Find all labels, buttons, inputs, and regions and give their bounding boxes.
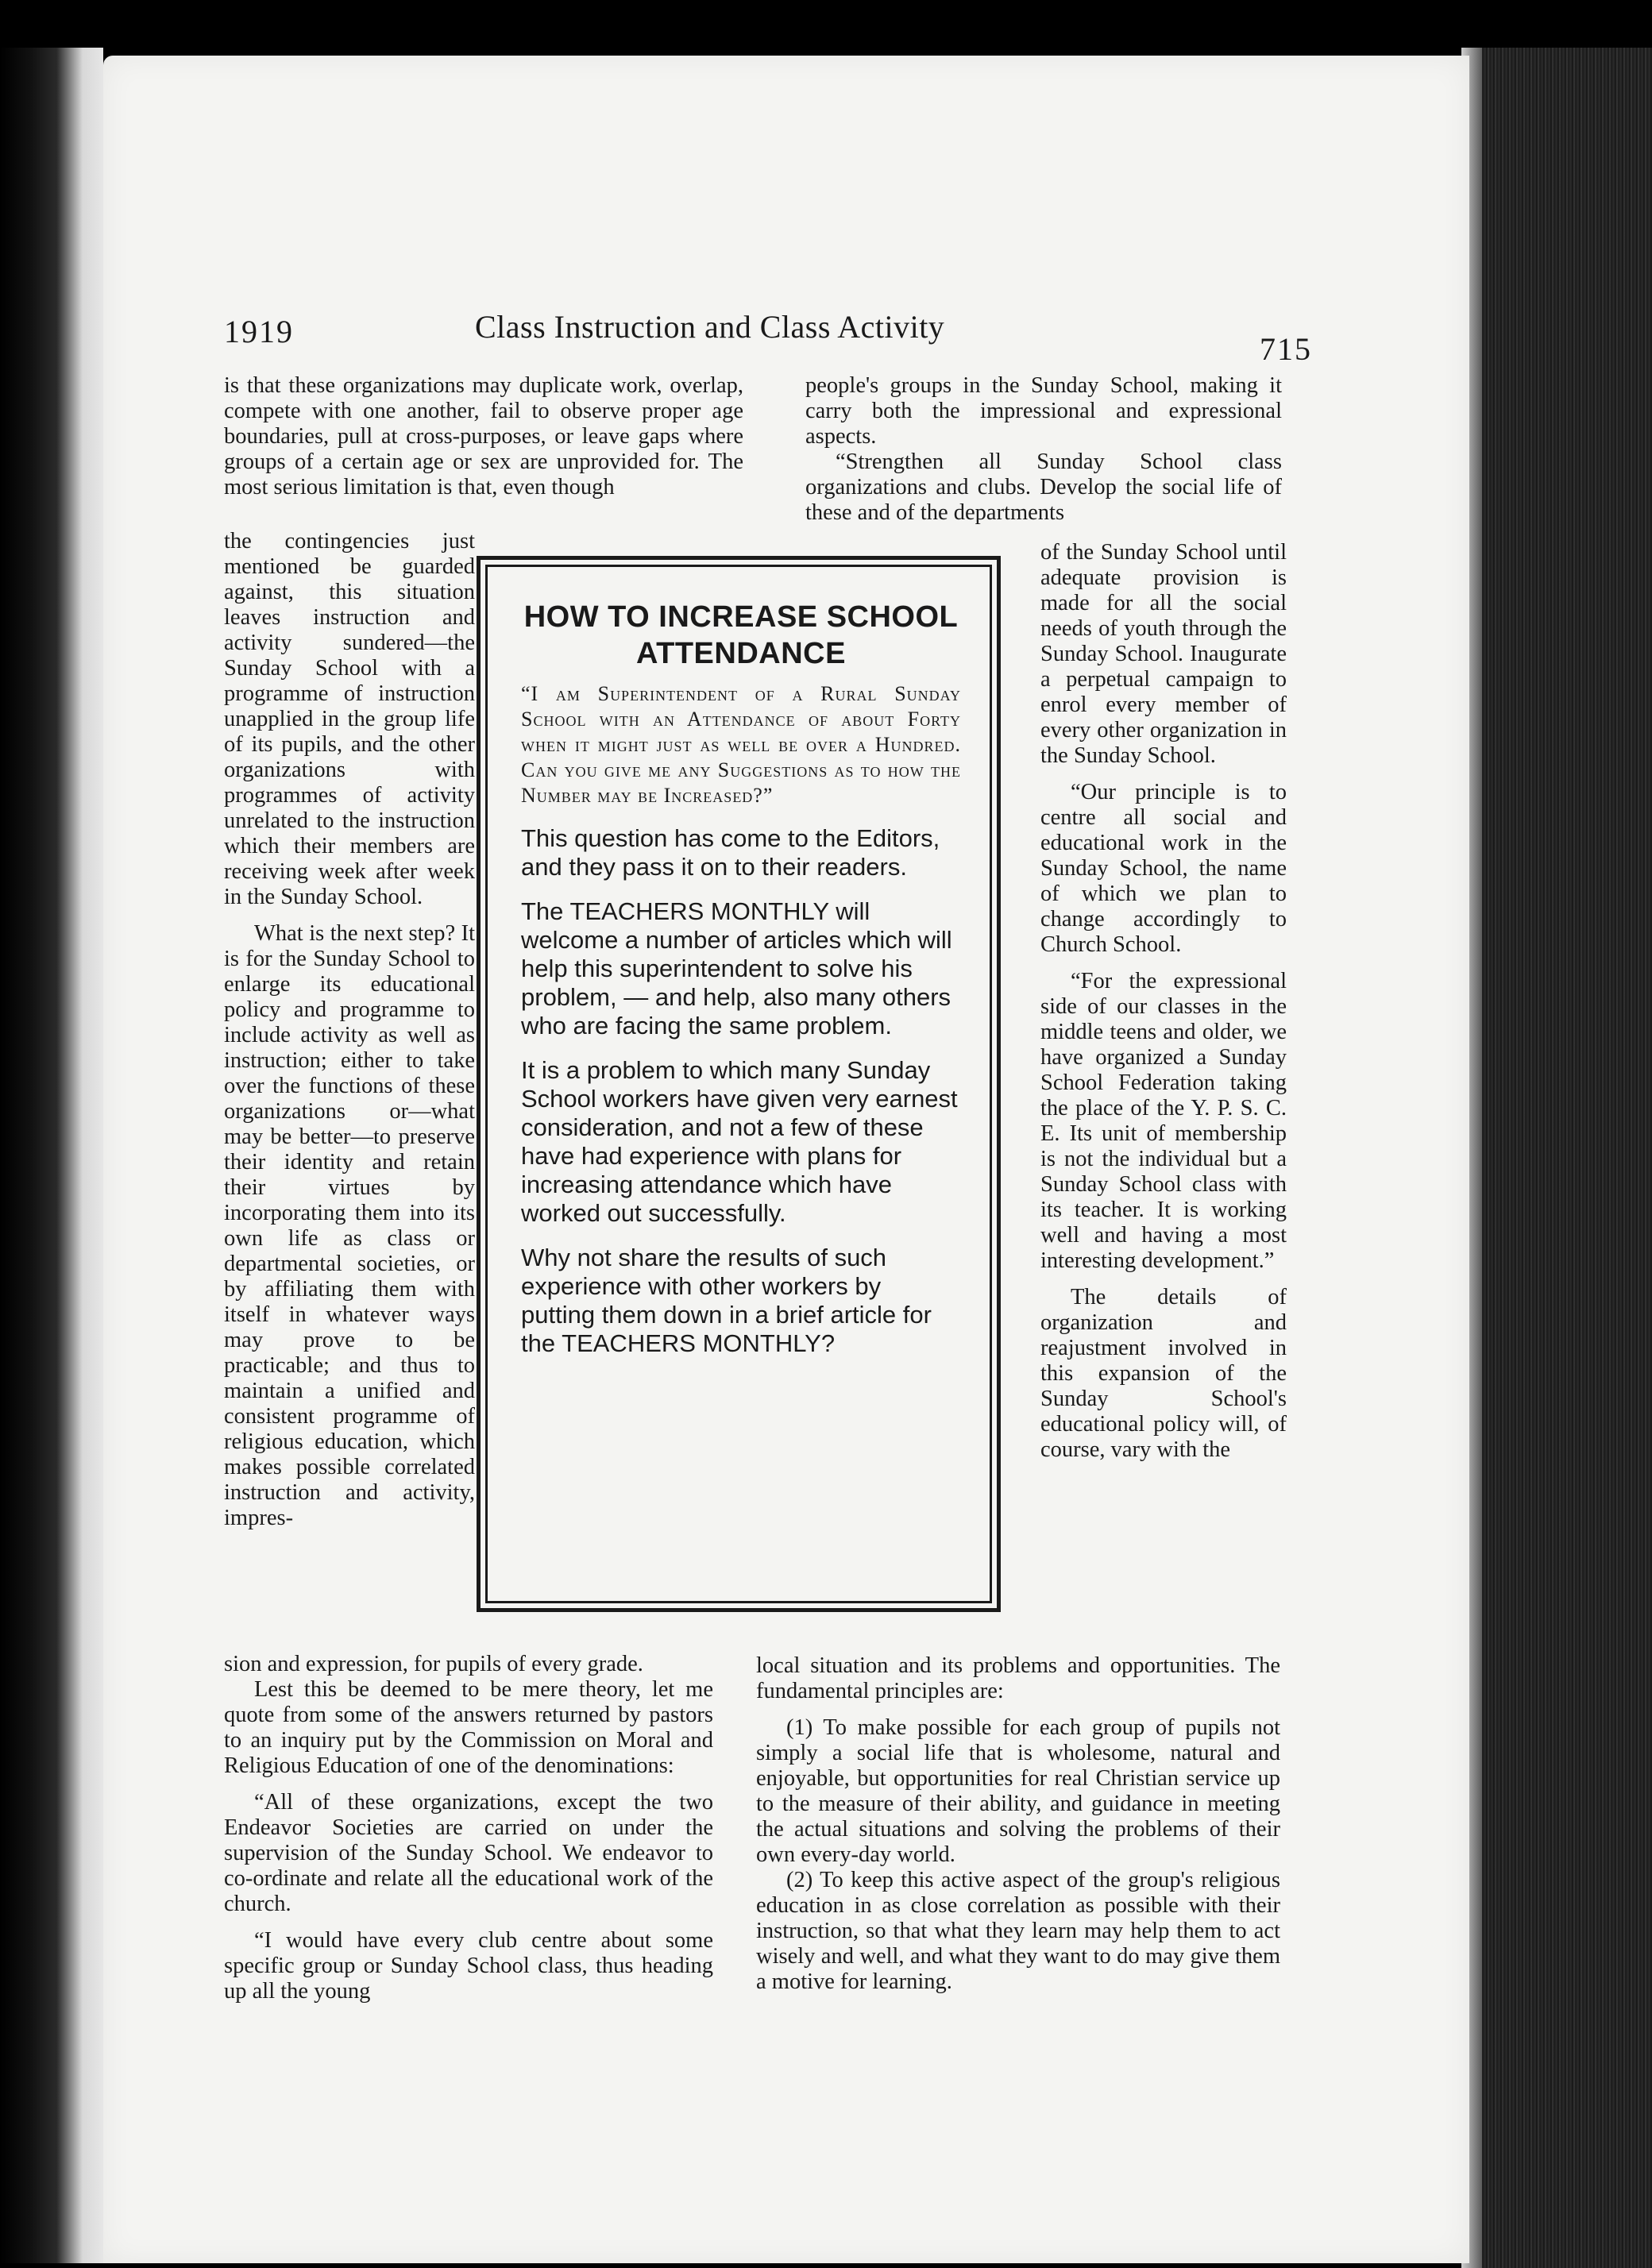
right-top-paragraph-1: people's groups in the Sunday School, making it carry both the impressional and expressional aspects.: [805, 373, 1282, 449]
right-bottom-paragraph-2: (2) To keep this active aspect of the group's religious education in as close correlation as possible with their instruction, so that what they learn may help them to act wisely and well, and what they want to do may give them a motive for learning.: [756, 1868, 1280, 1994]
book-binding-left: [0, 48, 103, 2263]
right-top-paragraph-2: “Strengthen all Sunday School class organizations and clubs. Develop the social life of these and of the departments: [805, 449, 1282, 525]
page-number: 715: [1260, 331, 1312, 367]
advertisement-paragraph-4: Why not share the results of such experience with other workers by putting them down in a brief article for the TEACHERS MONTHLY?: [521, 1244, 932, 1357]
left-column-bottom: [224, 1652, 713, 2004]
right-column-bottom: [756, 1653, 1280, 1995]
header-year: 1919: [224, 314, 294, 349]
advertisement-quote: “I am Superintendent of a Rural Sunday School with an Attendance of about Forty when it might just as well be over a Hundred. Can you give me any Suggestions as to how the Number may be Increased?”: [521, 682, 962, 807]
left-narrow-paragraph-1: the contingencies just mentioned be guarded against, this situation leaves instruction and activity sundered—the Sunday School with a programme of instruction unapplied in the group life of its pupils, and the other organizations with programmes of activity unrelated to the instruction which their members are receiving week after week in the Sunday School.: [224, 529, 475, 909]
running-title: Class Instruction and Class Activity: [475, 309, 945, 345]
right-narrow-paragraph-1: of the Sunday School until adequate provision is made for all the social needs of youth through the Sunday School. Inaugurate a perpetual campaign to enrol every member of every other organization in the Sunday School.: [1040, 540, 1287, 768]
left-bottom-paragraph-2: “All of these organizations, except the two Endeavor Societies are carried on under the supervision of the Sunday School. We endeavor to co-ordinate and relate all the educational work of the church.: [224, 1790, 713, 1916]
right-narrow-paragraph-4: The details of organization and reajustment involved in this expansion of the Sunday School's educational policy will, of course, vary with the: [1040, 1285, 1287, 1462]
page-header: [224, 308, 1312, 367]
left-column-narrow: [224, 529, 475, 1531]
left-column-top: [224, 373, 743, 500]
right-column-narrow: [1040, 540, 1287, 1463]
left-top-paragraph: is that these organizations may duplicate work, overlap, compete with one another, fail to observe proper age boundaries, pull at cross-purposes, or leave gaps where groups of a certain age or sex are unprovided for. The most serious limitation is that, even though: [224, 373, 743, 499]
right-column-top: [805, 373, 1282, 526]
advertisement-title: HOW TO INCREASE SCHOOL ATTENDANCE: [523, 600, 959, 670]
right-narrow-paragraph-2: “Our principle is to centre all social and educational work in the Sunday School, the name of which we plan to change accordingly to Church School.: [1040, 780, 1287, 957]
left-bottom-paragraph-3: “I would have every club centre about some specific group or Sunday School class, thus heading up all the young: [224, 1928, 713, 2004]
left-bottom-paragraph-1: Lest this be deemed to be mere theory, let me quote from some of the answers returned by pastors to an inquiry put by the Commission on Moral and Religious Education of one of the denominations:: [224, 1677, 713, 1778]
right-narrow-paragraph-3: “For the expressional side of our classes in the middle teens and older, we have organized a Sunday School Federation taking the place of the Y. P. S. C. E. Its unit of membership is not the individual but a Sunday School class with its teacher. It is working well and having a most interesting development.”: [1040, 969, 1287, 1273]
page-stack-edge: [1461, 48, 1652, 2268]
left-narrow-paragraph-2: What is the next step? It is for the Sunday School to enlarge its educational policy and programme to include activity as well as instruction; either to take over the functions of these organizations or—what may be better—to preserve their identity and retain their virtues by incorporating them into its own life as class or departmental societies, or by affiliating them with itself in whatever ways may prove to be practicable; and thus to maintain a unified and consistent programme of religious education, which makes possible correlated instruction and activity, impres-: [224, 921, 475, 1530]
advertisement-paragraph-3: It is a problem to which many Sunday School workers have given very earnest consideration, and not a few of these have had experience with plans for increasing attendance which have worked out successfully.: [521, 1056, 958, 1227]
advertisement-inner-frame: [485, 565, 992, 1603]
advertisement-paragraph-1: This question has come to the Editors, and they pass it on to their readers.: [521, 824, 940, 881]
right-bottom-paragraph-1: (1) To make possible for each group of pupils not simply a social life that is wholesome, natural and enjoyable, but opportunities for real Christian service up to the measure of their ability, and guidance in meeting the actual situations and solving the problems of their own every-day world.: [756, 1715, 1280, 1867]
advertisement-paragraph-2: The TEACHERS MONTHLY will welcome a number of articles which will help this superintendent to solve his problem, — and help, also many others who are facing the same problem.: [521, 897, 952, 1040]
right-bottom-continuation: local situation and its problems and opportunities. The fundamental principles are:: [756, 1653, 1280, 1703]
left-bottom-continuation: sion and expression, for pupils of every grade.: [224, 1652, 643, 1676]
advertisement-box: [477, 556, 1001, 1612]
